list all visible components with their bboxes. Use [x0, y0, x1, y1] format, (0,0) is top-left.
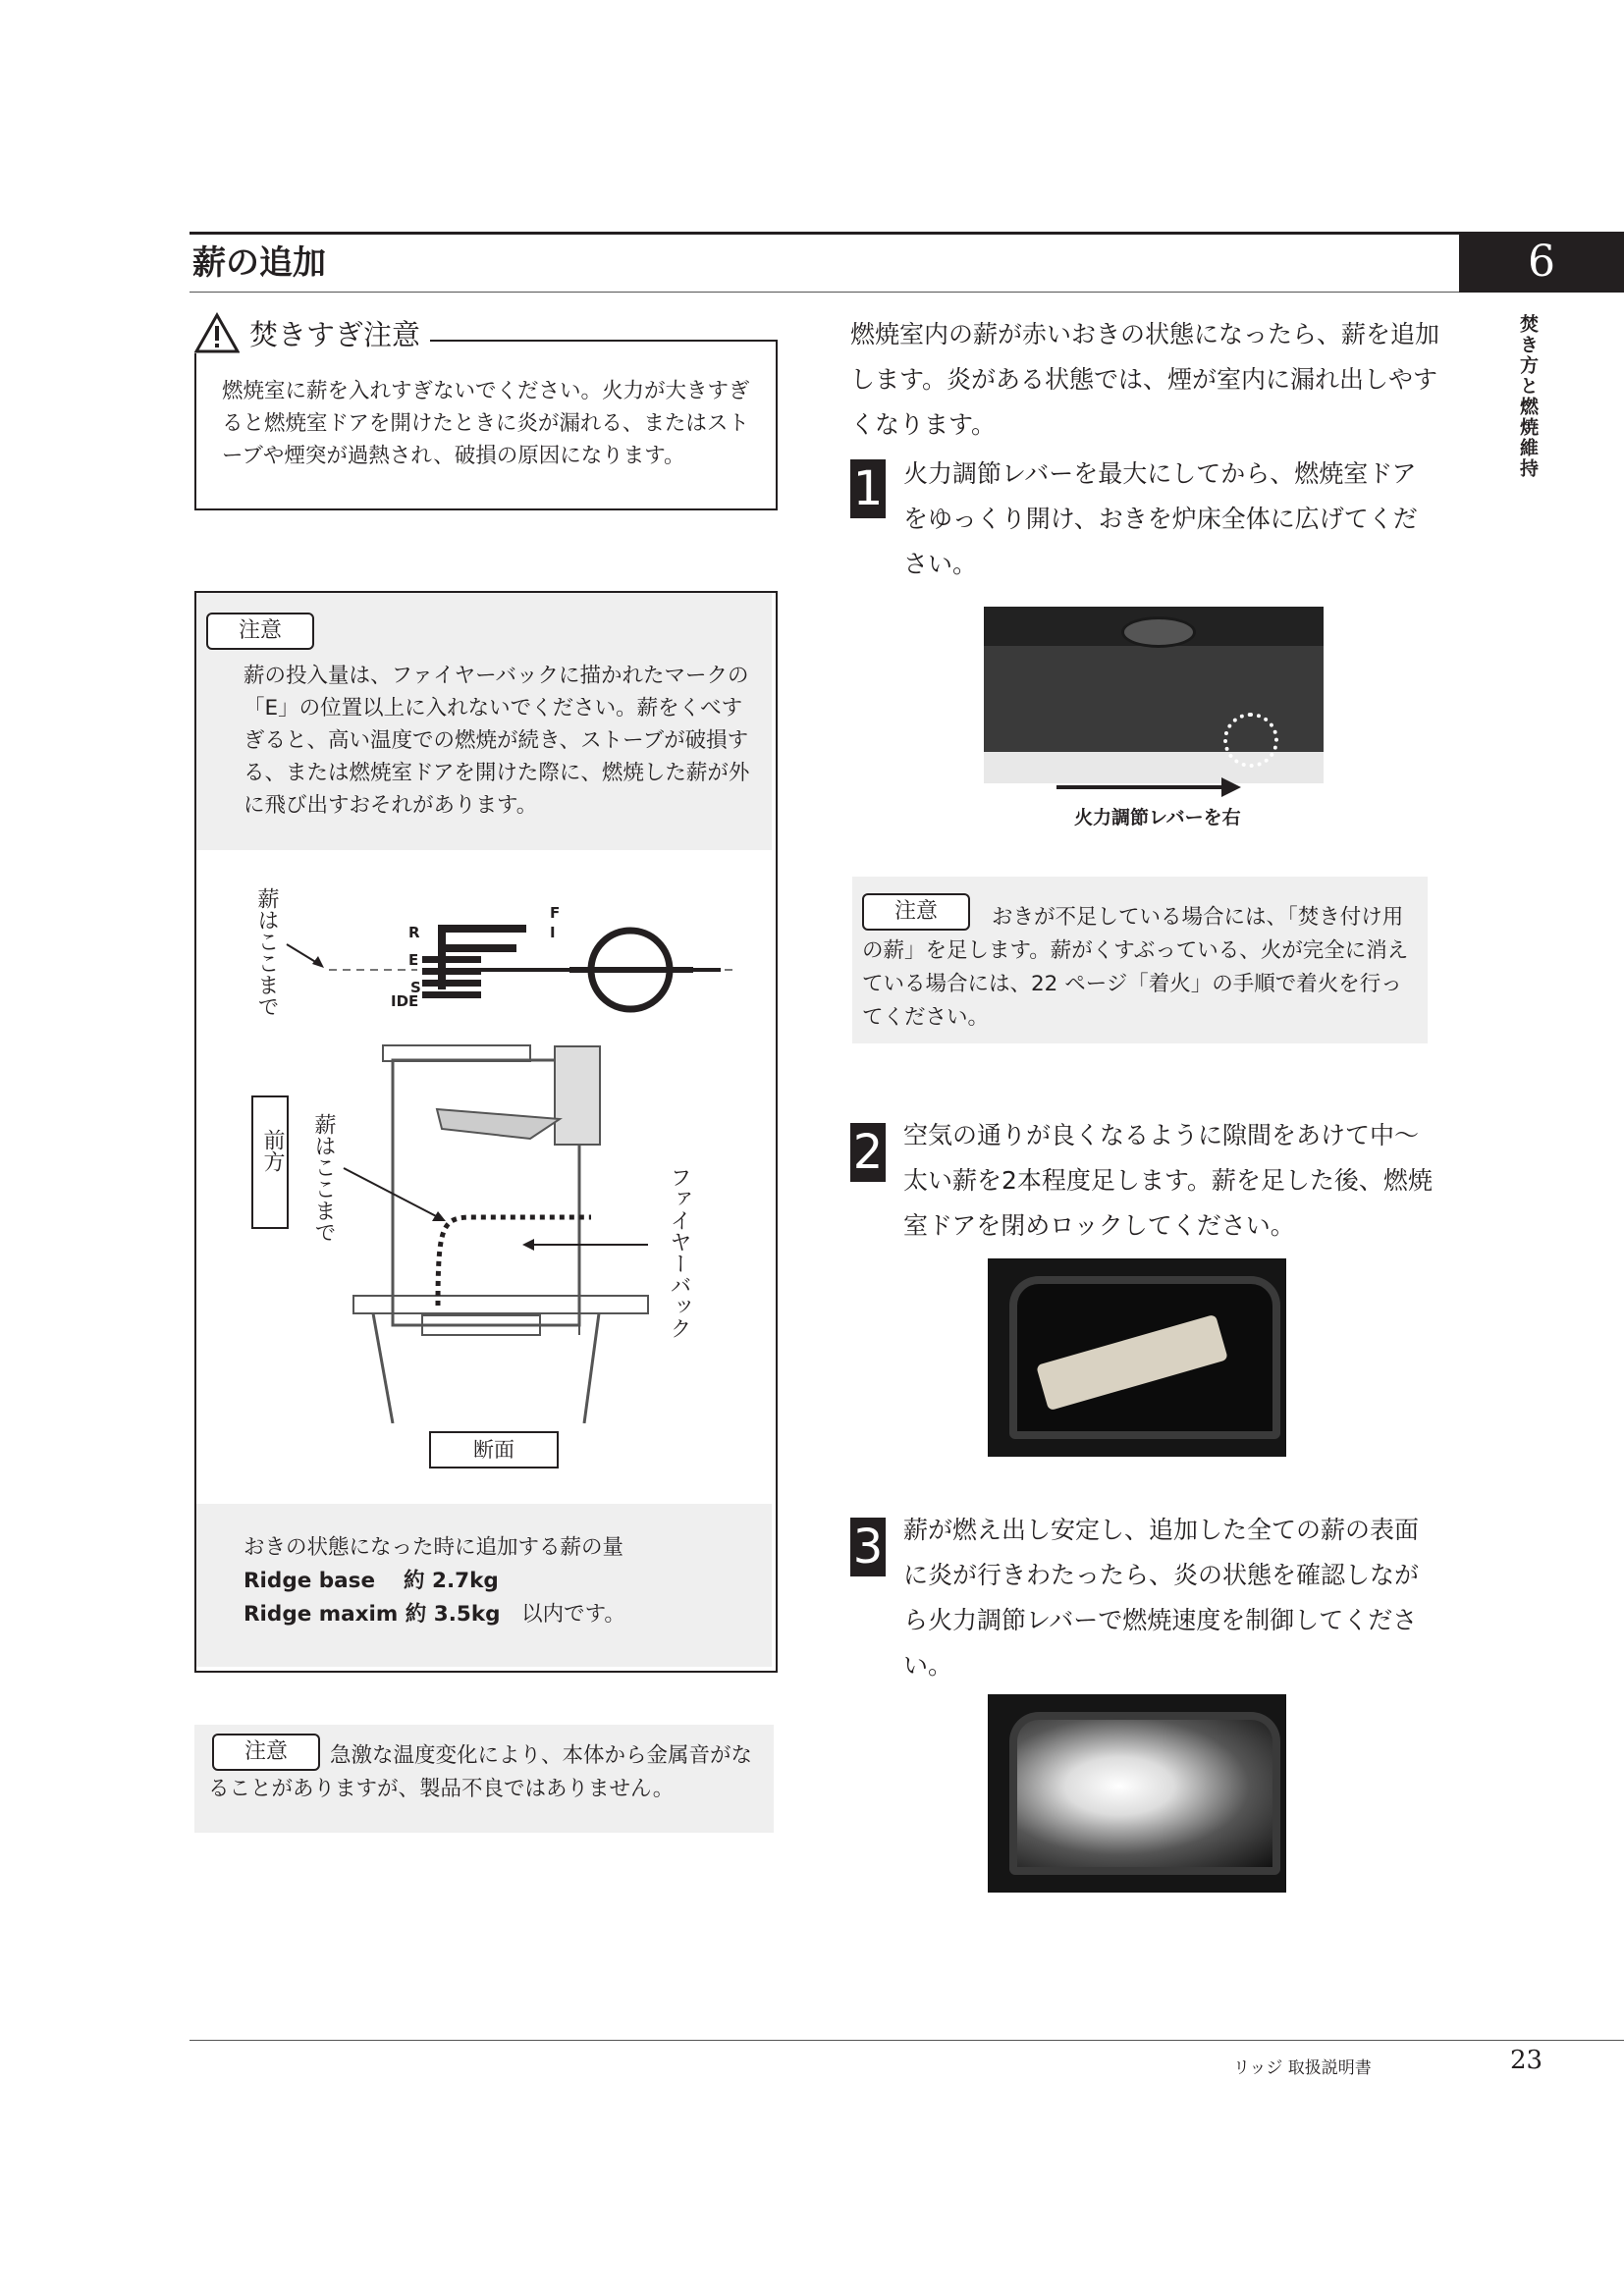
step-2-text: 空気の通りが良くなるように隙間をあけて中〜太い薪を2本程度足します。薪を足した後、燃焼室ドアを閉めロックしてください。 — [903, 1121, 1433, 1240]
diagram-label-up-to: 薪はここまで — [254, 887, 279, 1017]
chapter-number: 6 — [1459, 232, 1624, 293]
amount-base — [244, 1565, 754, 1598]
step-3-text: 薪が燃え出し安定し、追加した全ての薪の表面に炎が行きわたったら、炎の状態を確認しながら火力調節レバーで燃焼速度を制御してください。 — [903, 1516, 1420, 1680]
lever-photo-knob — [1121, 616, 1196, 648]
metal-sound-tag: 注意 — [212, 1734, 320, 1771]
lever-caption: 火力調節レバーを右 — [1074, 807, 1241, 828]
right-arrow-icon — [1056, 775, 1243, 799]
amount-maxim-value: Ridge maxim 約 3.5kg — [244, 1602, 501, 1627]
caution-tag: 注意 — [206, 613, 314, 650]
lever-photo — [984, 607, 1324, 783]
mark-i: I — [550, 924, 556, 941]
mark-f: F — [550, 904, 561, 922]
diagram-label-section: 断面 — [429, 1431, 559, 1468]
ember-note-text: おきが不足している場合には、「焚き付け用の薪」を足します。薪がくすぶっている、火が完全に消えている場合には、22 ページ「着火」の手順で着火を行ってください。 — [862, 905, 1409, 1030]
logs-photo — [988, 1258, 1286, 1457]
footer-rule — [189, 2040, 1624, 2041]
diagram-label-front: 前方 — [260, 1129, 285, 1172]
diagram-label-up-to-2: 薪はここまで — [311, 1113, 336, 1243]
footer-doc-title: リッジ 取扱説明書 — [1233, 2058, 1372, 2078]
caution-text: 薪の投入量は、ファイヤーバックに描かれたマークの「E」の位置以上に入れないでください。薪をくべすぎると、高い温度での燃焼が続き、ストーブが破損する、または燃焼室ドアを開けた際に、燃焼した薪が外に飛び出すおそれがあります。 — [244, 664, 750, 818]
mark-s: S — [410, 979, 421, 996]
chapter-side-tab: 焚き方と燃焼維持 — [1517, 314, 1539, 479]
warning-triangle-icon — [194, 312, 240, 353]
diagram-label-fireback: ファイヤーバック — [667, 1166, 691, 1339]
ember-note-tag: 注意 — [862, 893, 970, 931]
mark-e: E — [408, 951, 419, 969]
amount-maxim — [244, 1598, 754, 1631]
warning-heading-label: 焚きすぎ注意 — [249, 317, 421, 351]
warning-heading — [185, 312, 430, 353]
step-1-number: 1 — [850, 459, 886, 518]
header-rule — [189, 232, 1466, 235]
lever-highlight-circle — [1223, 713, 1278, 768]
mark-r: R — [408, 924, 420, 941]
intro-text: 燃焼室内の薪が赤いおきの状態になったら、薪を追加します。炎がある状態では、煙が室内に漏れ出しやすくなります。 — [850, 320, 1440, 439]
flame-photo-window — [1009, 1712, 1280, 1875]
warning-text: 燃焼室に薪を入れすぎないでください。火力が大きすぎると燃焼室ドアを開けたときに炎が漏れる、またはストーブや煙突が過熱され、破損の原因になります。 — [222, 379, 750, 468]
page-number: 23 — [1510, 2046, 1543, 2075]
amount-title: おきの状態になった時に追加する薪の量 — [244, 1535, 624, 1560]
metal-sound-text: 急激な温度変化により、本体から金属音がなることがありますが、製品不良ではありません。 — [208, 1743, 753, 1801]
flame-photo — [988, 1694, 1286, 1893]
step-1-text: 火力調節レバーを最大にしてから、燃焼室ドアをゆっくり開け、おきを炉床全体に広げてください。 — [903, 459, 1418, 578]
page-title: 薪の追加 — [192, 243, 326, 283]
step-2-number: 2 — [850, 1123, 886, 1182]
title-underline — [189, 292, 1466, 293]
amount-text — [244, 1531, 754, 1631]
amount-suffix: 以内です。 — [521, 1602, 625, 1627]
mark-ide: IDE — [391, 992, 419, 1010]
step-3-number: 3 — [850, 1518, 886, 1576]
amount-base-value: Ridge base 約 2.7kg — [244, 1569, 499, 1593]
